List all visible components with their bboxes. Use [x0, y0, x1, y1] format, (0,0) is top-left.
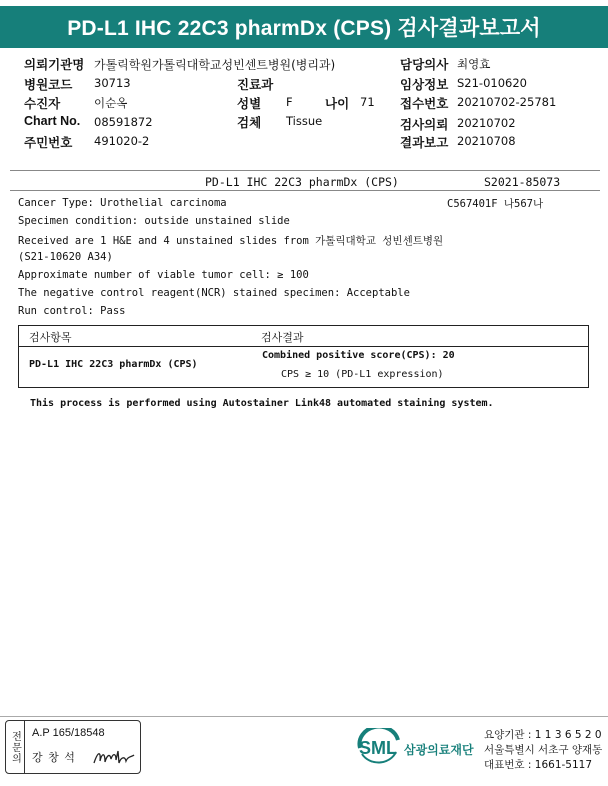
specimen-label: 검체: [237, 115, 262, 130]
finding-line: Cancer Type: Urothelial carcinoma: [18, 197, 227, 209]
hospital-code-value: 30713: [94, 76, 131, 90]
care-institution: 요양기관 : 1 1 3 6 5 2 0: [484, 729, 602, 741]
specimen-code: C567401F 나567나: [447, 198, 544, 210]
col-header-result: 검사결과: [261, 331, 304, 344]
address: 서울특별시 서초구 양재동: [484, 744, 603, 756]
sex-value: F: [286, 95, 293, 109]
finding-line: The negative control reagent(NCR) stained specimen: Acceptable: [18, 287, 410, 299]
table-header-divider: [19, 346, 588, 347]
report-id: S2021-85073: [484, 175, 561, 189]
clinical-info-label: 임상정보: [400, 77, 449, 92]
cps-score: Combined positive score(CPS): 20: [262, 350, 455, 361]
finding-line: Run control: Pass: [18, 305, 126, 317]
org-logo: [356, 728, 402, 764]
footer-divider: [0, 716, 608, 717]
request-value: 20210702: [457, 116, 516, 130]
resident-value: 491020-2: [94, 134, 150, 148]
clinical-info-value: S21-010620: [457, 76, 527, 90]
chart-no-label: Chart No.: [24, 114, 81, 128]
finding-line: (S21-10620 A34): [18, 251, 113, 263]
sex-label: 성별: [237, 96, 262, 111]
report-title: PD-L1 IHC 22C3 pharmDx (CPS) 검사결과보고서: [67, 17, 541, 40]
pathologist-stamp: [5, 720, 141, 774]
results-table: [18, 325, 589, 388]
signature-icon: [92, 747, 136, 769]
recipient-value: 이순옥: [94, 96, 128, 110]
accession-value: 20210702-25781: [457, 95, 557, 109]
age-label: 나이: [325, 96, 350, 111]
doctor-label: 담당의사: [400, 57, 449, 72]
stamp-vertical-label: 전문의: [9, 730, 21, 764]
ap-number: A.P 165/18548: [32, 727, 105, 739]
recipient-label: 수진자: [24, 96, 61, 111]
accession-label: 접수번호: [400, 96, 449, 111]
col-header-item: 검사항목: [29, 331, 72, 344]
stamp-side: [6, 721, 25, 773]
chart-no-value: 08591872: [94, 115, 153, 129]
logo-text: SML: [359, 738, 397, 758]
phone: 대표번호 : 1661-5117: [484, 759, 593, 771]
divider-bottom: [10, 190, 600, 191]
cps-interpretation: CPS ≥ 10 (PD-L1 expression): [281, 369, 444, 380]
process-note: This process is performed using Autostainer Link48 automated staining system.: [30, 398, 494, 409]
finding-line: Specimen condition: outside unstained slide: [18, 215, 290, 227]
age-value: 71: [360, 95, 375, 109]
institution-value: 가톨릭학원가톨릭대학교성빈센트병원(병리과): [94, 58, 336, 72]
report-title-bar: [0, 6, 608, 48]
test-item: PD-L1 IHC 22C3 pharmDx (CPS): [29, 359, 198, 370]
hospital-code-label: 병원코드: [24, 77, 73, 92]
org-name: 삼광의료재단: [404, 743, 474, 757]
institution-label: 의뢰기관명: [24, 57, 85, 72]
resident-label: 주민번호: [24, 135, 73, 150]
specimen-value: Tissue: [286, 114, 323, 128]
finding-line: Received are 1 H&E and 4 unstained slides from 가톨릭대학교 성빈센트병원: [18, 235, 444, 247]
request-label: 검사의뢰: [400, 117, 449, 132]
report-date-label: 결과보고: [400, 135, 449, 150]
doctor-value: 최영효: [457, 57, 491, 71]
report-date-value: 20210708: [457, 134, 516, 148]
test-name-heading: PD-L1 IHC 22C3 pharmDx (CPS): [205, 175, 399, 189]
divider-top: [10, 170, 600, 171]
pathologist-name: 강 창 석: [32, 751, 76, 764]
department-label: 진료과: [237, 77, 274, 92]
finding-line: Approximate number of viable tumor cell: ≥ 100: [18, 269, 309, 281]
